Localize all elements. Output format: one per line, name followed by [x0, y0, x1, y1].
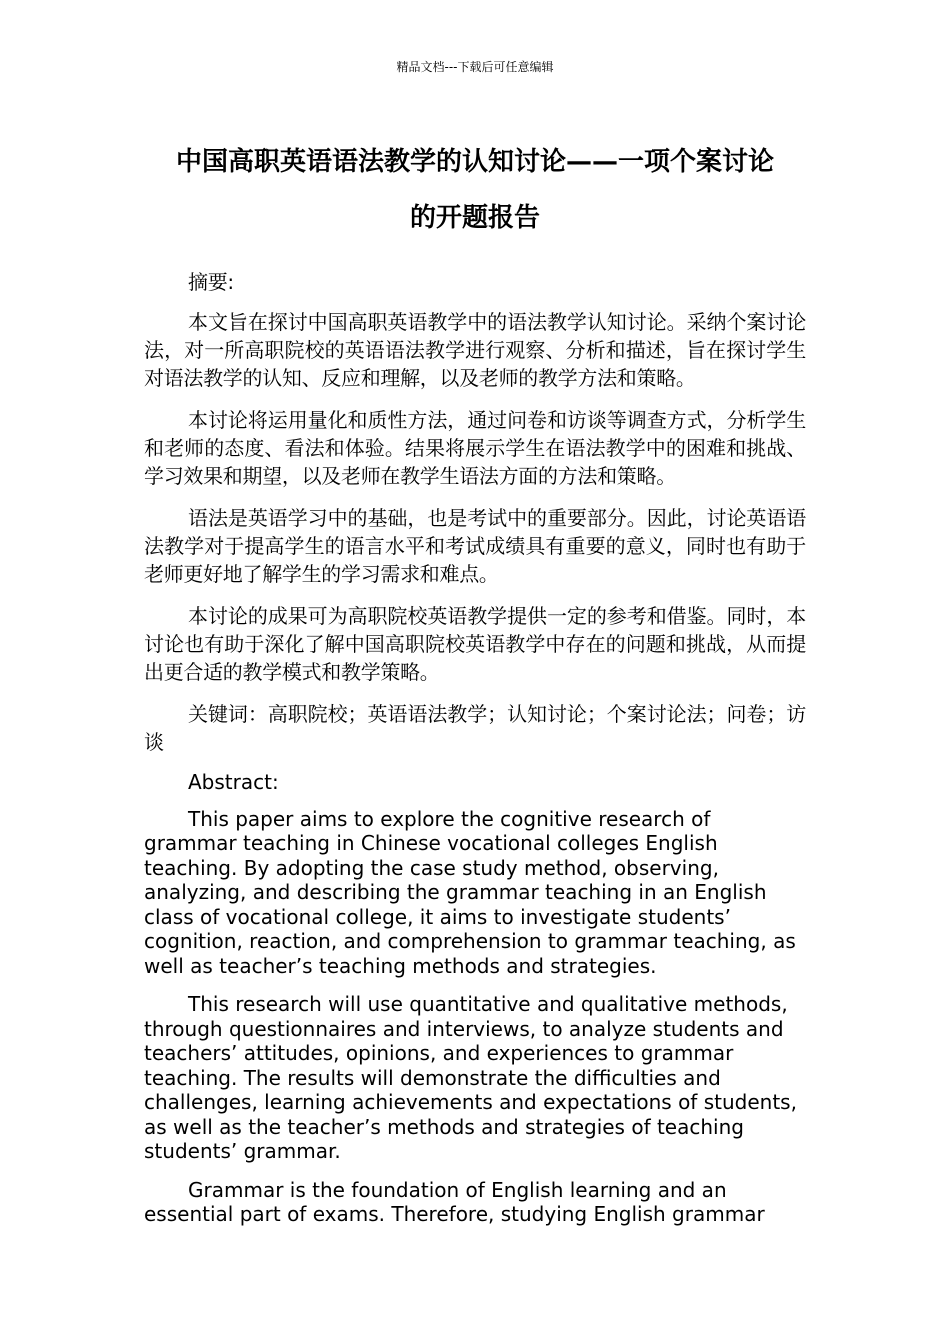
document-title — [140, 134, 810, 246]
title-line-2: 的开题报告 — [409, 203, 540, 233]
abstract-en-paragraph-2: This research will use quantitative and qualitative methods, through questionnaires and interviews, to analyze students and teachers’ attitudes, opinions, and experiences to grammar teaching. The results will demonstrate the difficulties and challenges, learning achievements and expectations of students, as well as the teacher’s methods and strategies of teaching students’ grammar. — [144, 992, 797, 1163]
abstract-en-paragraph-3: Grammar is the foundation of English learning and an essential part of exams. Therefore, studying English grammar — [144, 1177, 765, 1226]
abstract-en-paragraph-1: This paper aims to explore the cognitive research of grammar teaching in Chinese vocational colleges English teaching. By adopting the case study method, observing, analyzing, and describing the grammar teaching in an English class of vocational college, it aims to investigate students’ cognition, reaction, and comprehension to grammar teaching, as well as teacher’s teaching methods and strategies. — [144, 806, 796, 978]
abstract-cn-paragraph-1: 本文旨在探讨中国高职英语教学中的语法教学认知讨论。采纳个案讨论法，对一所高职院校的英语语法教学进行观察、分析和描述，旨在探讨学生对语法教学的认知、反应和理解，以及老师的教学方法和策略。 — [144, 310, 806, 390]
abstract-cn-paragraph-3: 语法是英语学习中的基础，也是考试中的重要部分。因此，讨论英语语法教学对于提高学生的语言水平和考试成绩具有重要的意义，同时也有助于老师更好地了解学生的学习需求和难点。 — [144, 506, 806, 586]
page-header: 精品文档---下载后可任意编辑 — [396, 60, 554, 74]
keywords: 关键词：高职院校；英语语法教学；认知讨论；个案讨论法；问卷；访谈 — [144, 702, 806, 754]
abstract-cn-label: 摘要: — [188, 270, 234, 294]
abstract-cn-paragraph-4: 本讨论的成果可为高职院校英语教学提供一定的参考和借鉴。同时，本讨论也有助于深化了解中国高职院校英语教学中存在的问题和挑战，从而提出更合适的教学模式和教学策略。 — [144, 604, 806, 684]
title-line-1: 中国高职英语语法教学的认知讨论——一项个案讨论 — [175, 147, 774, 177]
abstract-cn-paragraph-2: 本讨论将运用量化和质性方法，通过问卷和访谈等调查方式，分析学生和老师的态度、看法和体验。结果将展示学生在语法教学中的困难和挑战、学习效果和期望，以及老师在教学生语法方面的方法和策略。 — [144, 408, 806, 488]
abstract-en-label: Abstract: — [188, 770, 279, 794]
document-body — [144, 268, 806, 1241]
